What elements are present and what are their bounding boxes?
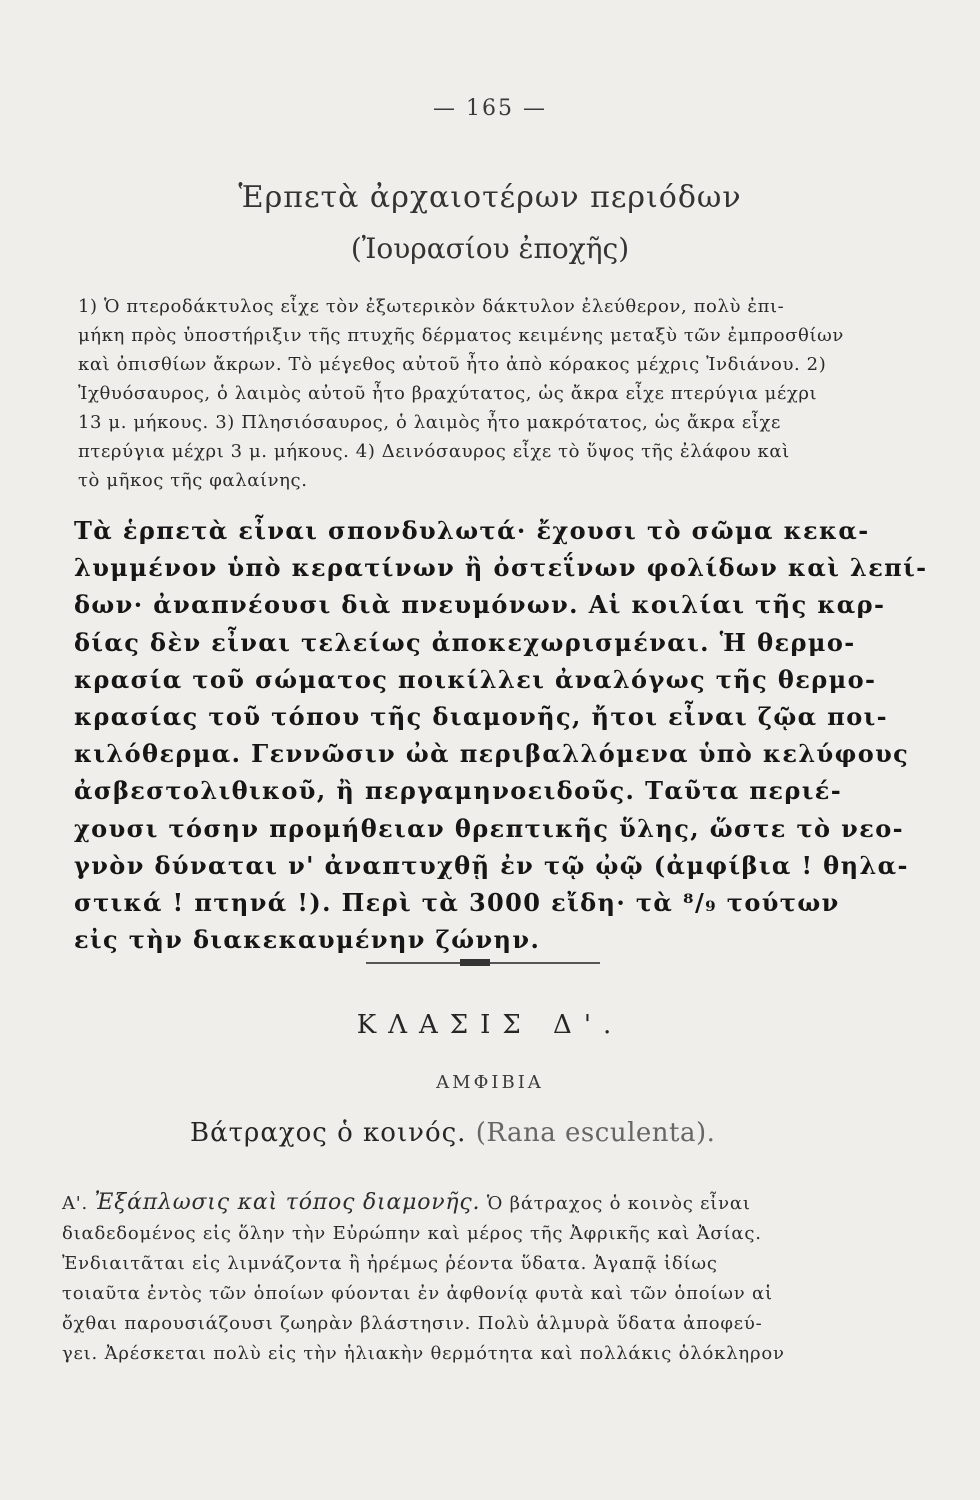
class-subtitle: ΑΜΦΙΒΙΑ [436, 1072, 544, 1093]
class-title: ΚΛΑΣΙΣ Δ'. [356, 1010, 624, 1040]
text-line: 13 μ. μήκους. 3) Πλησιόσαυρος, ὁ λαιμὸς ἦτο μακρότατος, ὡς ἄκρα εἶχε [78, 412, 781, 433]
section-title: Ἑρπετὰ ἀρχαιοτέρων περιόδων [238, 180, 742, 215]
text-line: γει. Ἀρέσκεται πολὺ εἰς τὴν ἡλιακὴν θερμότητα καὶ πολλάκις ὁλόκληρον [62, 1343, 785, 1364]
text-line: εἰς τὴν διακεκαυμένην ζώνην. [74, 925, 541, 955]
page-number: — 165 — [433, 96, 547, 121]
reptiles-ancient-paragraph [78, 292, 868, 495]
text-line: κιλόθερμα. Γεννῶσιν ὠὰ περιβαλλόμενα ὑπὸ κελύφους [74, 739, 910, 769]
text-line: λυμμένον ὑπὸ κερατίνων ἢ ὀστεΐνων φολίδων καὶ λεπί- [74, 553, 928, 583]
text-line: τοιαῦτα ἐντὸς τῶν ὁποίων φύονται ἐν ἀφθονίᾳ φυτὰ καὶ τῶν ὁποίων αἱ [62, 1283, 773, 1304]
text-line: διαδεδομένος εἰς ὅλην τὴν Εὐρώπην καὶ μέρος τῆς Ἀφρικῆς καὶ Ἀσίας. [62, 1223, 762, 1244]
divider-ornament [460, 959, 490, 966]
text-line: ἀσβεστολιθικοῦ, ἢ περγαμηνοειδοῦς. Ταῦτα περιέ- [74, 776, 843, 806]
subsection-marker: Α'. [62, 1193, 89, 1214]
reptiles-summary-paragraph [74, 512, 928, 958]
species-heading [190, 1118, 790, 1148]
text-line: μήκη πρὸς ὑποστήριξιν τῆς πτυχῆς δέρματος κειμένης μεταξὺ τῶν ἐμπροσθίων [78, 325, 844, 346]
text-line: πτερύγια μέχρι 3 μ. μήκους. 4) Δεινόσαυρος εἶχε τὸ ὕψος τῆς ἐλάφου καὶ [78, 441, 790, 462]
text-line: στικά ! πτηνά !). Περὶ τὰ 3000 εἴδη· τὰ ⁸/₉ τούτων [74, 888, 840, 918]
text-line: κρασίας τοῦ τόπου τῆς διαμονῆς, ἤτοι εἶναι ζῷα ποι- [74, 702, 889, 732]
text-line: Τὰ ἑρπετὰ εἶναι σπονδυλωτά· ἔχουσι τὸ σῶμα κεκα- [74, 516, 870, 545]
text-line: γνὸν δύναται ν' ἀναπτυχθῇ ἐν τῷ ᾠῷ (ἀμφίβια ! θηλα- [74, 850, 909, 880]
frog-distribution-paragraph [62, 1188, 862, 1369]
species-greek-name: Βάτραχος ὁ κοινός. [190, 1118, 467, 1148]
text-line: Ἐνδιαιτᾶται εἰς λιμνάζοντα ἢ ἠρέμως ῥέοντα ὕδατα. Ἀγαπᾷ ἰδίως [62, 1253, 718, 1274]
text-fragment: Ὁ βάτραχος ὁ κοινὸς εἶναι [486, 1193, 751, 1214]
text-line: τὸ μῆκος τῆς φαλαίνης. [78, 470, 308, 491]
text-line: 1) Ὁ πτεροδάκτυλος εἶχε τὸν ἐξωτερικὸν δάκτυλον ἐλεύθερον, πολὺ ἐπι- [78, 296, 785, 317]
text-line: Ἰχθυόσαυρος, ὁ λαιμὸς αὐτοῦ ἦτο βραχύτατος, ὡς ἄκρα εἶχε πτερύγια μέχρι [78, 383, 818, 404]
text-line: καὶ ὀπισθίων ἄκρων. Τὸ μέγεθος αὐτοῦ ἦτο ἀπὸ κόρακος μέχρις Ἰνδιάνου. 2) [78, 354, 827, 375]
section-subtitle: (Ἰουρασίου ἐποχῆς) [350, 232, 630, 265]
text-line: χουσι τόσην προμήθειαν θρεπτικῆς ὕλης, ὥστε τὸ νεο- [74, 813, 904, 843]
species-latin-name: (Rana esculenta). [475, 1118, 716, 1148]
subsection-title: Ἐξάπλωσις καὶ τόπος διαμονῆς. [94, 1190, 481, 1215]
text-line: δίας δὲν εἶναι τελείως ἀποκεχωρισμέναι. Ἡ θερμο- [74, 627, 856, 657]
text-line: δων· ἀναπνέουσι διὰ πνευμόνων. Αἱ κοιλίαι τῆς καρ- [74, 590, 886, 620]
text-line: ὄχθαι παρουσιάζουσι ζωηρὰν βλάστησιν. Πολὺ ἁλμυρὰ ὕδατα ἀποφεύ- [62, 1313, 763, 1334]
text-line [62, 1188, 862, 1219]
text-line: κρασία τοῦ σώματος ποικίλλει ἀναλόγως τῆς θερμο- [74, 664, 877, 694]
